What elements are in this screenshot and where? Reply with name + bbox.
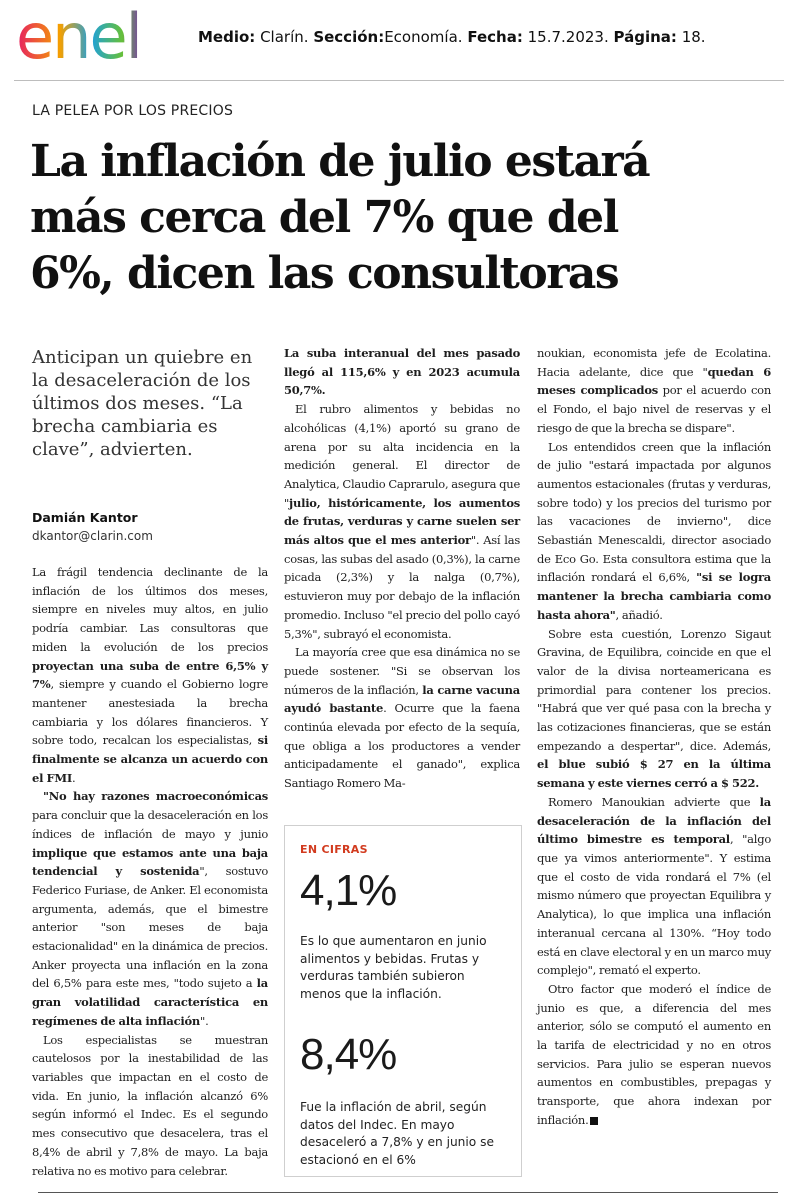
pagina-label: Página: xyxy=(613,28,677,46)
article-paragraph: Otro factor que moderó el índice de junio es que, a diferencia del mes anterior, sólo se computó el aumento en la tarifa de electricidad y no en otros servicios. Para julio se esperan nuevos aumentos en combustibles, prepagas y transporte, que ahora indexan por inflación. xyxy=(537,981,771,1127)
seccion-label: Sección: xyxy=(313,28,385,46)
figures-box-label: EN CIFRAS xyxy=(300,843,368,856)
article-paragraph: noukian, economista jefe de Ecolatina. Hacia adelante, dice que "quedan 6 meses complicados por el acuerdo con el Fondo, el bajo nivel de reservas y el riesgo de que la brecha se dispare". xyxy=(537,346,772,435)
medio-value: Clarín. xyxy=(260,28,309,46)
author-name: Damián Kantor xyxy=(32,510,138,525)
author-email: dkantor@clarin.com xyxy=(32,529,153,543)
headline xyxy=(30,134,780,302)
seccion-value: Economía. xyxy=(384,28,463,46)
enel-logo xyxy=(14,0,184,72)
header-divider xyxy=(14,80,784,81)
article-paragraph: Sobre esta cuestión, Lorenzo Sigaut Gravina, de Equilibra, coincide en que el valor de la divisa norteamericana es primordial para contener los precios. "Habrá que ver qué pasa con la brecha y las cotizaciones financieras, que se están empezando a despertar", dice. Además, el blue subió $ 27 en la última semana y este viernes cerró a $ 522. xyxy=(537,626,771,791)
article-column-1 xyxy=(32,563,268,1180)
source-metadata xyxy=(198,28,706,46)
article-paragraph: La mayoría cree que esa dinámica no se puede sostener. "Si se observan los números de la inflación, la carne vacuna ayudó bastante. Ocurre que la faena continúa elevada por efecto de la sequía, que obliga a los productores a vender anticipadamente el ganado", explica Santiago Romero Ma- xyxy=(284,645,520,791)
headline-line: más cerca del 7% que del xyxy=(30,192,618,243)
figure-description: Es lo que aumentaron en junio alimentos y bebidas. Frutas y verduras también subieron menos que la inflación. xyxy=(300,934,487,1001)
article-column-3 xyxy=(537,344,771,1130)
article-paragraph: La frágil tendencia declinante de la inflación de los últimos dos meses, siempre en niveles muy altos, en julio podría cambiar. Las consultoras que miden la evolución de los precios proyectan una suba de entre 6,5% y 7%, siempre y cuando el Gobierno logre mantener anestesiada la brecha cambiaria y los dólares financieros. Y sobre todo, recalcan los especialistas, si finalmente se alcanza un acuerdo con el FMI. xyxy=(32,565,268,785)
article-paragraph: Romero Manoukian advierte que la desaceleración de la inflación del último bimestre es temporal, "algo que ya vimos anteriormente". Y estima que el costo de vida rondará el 7% (el mismo número que proyectan Equilibra y Analytica), lo que implica una inflación interanual cercana al 130%. “Hoy todo está en clave electoral y en un marco muy complejo", remató el experto. xyxy=(537,794,772,978)
end-of-article-mark xyxy=(590,1117,598,1125)
figure-value: 8,4% xyxy=(300,1030,397,1079)
article-column-2 xyxy=(284,344,520,793)
fecha-label: Fecha: xyxy=(467,28,523,46)
article-paragraph: La suba interanual del mes pasado llegó al 115,6% y en 2023 acumula 50,7%. xyxy=(284,346,520,398)
bottom-divider xyxy=(38,1192,778,1193)
subheadline: Anticipan un quiebre en la desaceleración de los últimos dos meses. “La brecha cambiaria es clave”, advierten. xyxy=(32,347,253,460)
pagina-value: 18. xyxy=(681,28,706,46)
figure-description: Fue la inflación de abril, según datos del Indec. En mayo desaceleró a 7,8% y en junio se estacionó en el 6% xyxy=(300,1100,494,1167)
headline-line: 6%, dicen las consultoras xyxy=(30,248,619,299)
logo-text: enel xyxy=(16,0,141,72)
section-kicker: LA PELEA POR LOS PRECIOS xyxy=(32,103,234,119)
article-paragraph: "No hay razones macroeconómicas para concluir que la desaceleración en los índices de inflación de mayo y junio implique que estamos ante una baja tendencial y sostenida", sostuvo Federico Furiase, de Anker. El economista argumenta, además, que el bimestre anterior "son meses de baja estacionalidad" en la dinámica de precios. Anker proyecta una inflación en la zona del 6,5% para este mes, "todo sujeto a la gran volatilidad característica en regímenes de alta inflación". xyxy=(32,789,269,1028)
medio-label: Medio: xyxy=(198,28,256,46)
article-paragraph: El rubro alimentos y bebidas no alcohólicas (4,1%) aportó su grano de arena por su alta incidencia en la medición general. El director de Analytica, Claudio Caprarulo, asegura que "julio, históricamente, los aumentos de frutas, verduras y carne suelen ser más altos que el mes anterior". Así las cosas, las subas del asado (0,3%), la carne picada (2,3%) y la nalga (0,7%), estuvieron muy por debajo de la inflación promedio. Incluso "el precio del pollo cayó 5,3%", subrayó el economista. xyxy=(284,402,520,641)
article-paragraph: Los entendidos creen que la inflación de julio "estará impactada por algunos aumentos estacionales (frutas y verduras, sobre todo) y los precios del turismo por las vacaciones de invierno", dice Sebastián Menescaldi, director asociado de Eco Go. Esta consultora estima que la inflación rondará el 6,6%, "si se logra mantener la brecha cambiaria como hasta ahora", añadió. xyxy=(537,439,771,622)
article-paragraph: Los especialistas se muestran cautelosos por la inestabilidad de las variables que impactan en el costo de vida. En junio, la inflación alcanzó 6% según informó el Indec. Es el segundo mes consecutivo que desacelera, tras el 8,4% de abril y 7,8% de mayo. La baja relativa no es motivo para celebrar. xyxy=(32,1032,268,1178)
fecha-value: 15.7.2023. xyxy=(527,28,609,46)
figure-value: 4,1% xyxy=(300,866,397,915)
headline-line: La inflación de julio estará xyxy=(30,136,650,187)
